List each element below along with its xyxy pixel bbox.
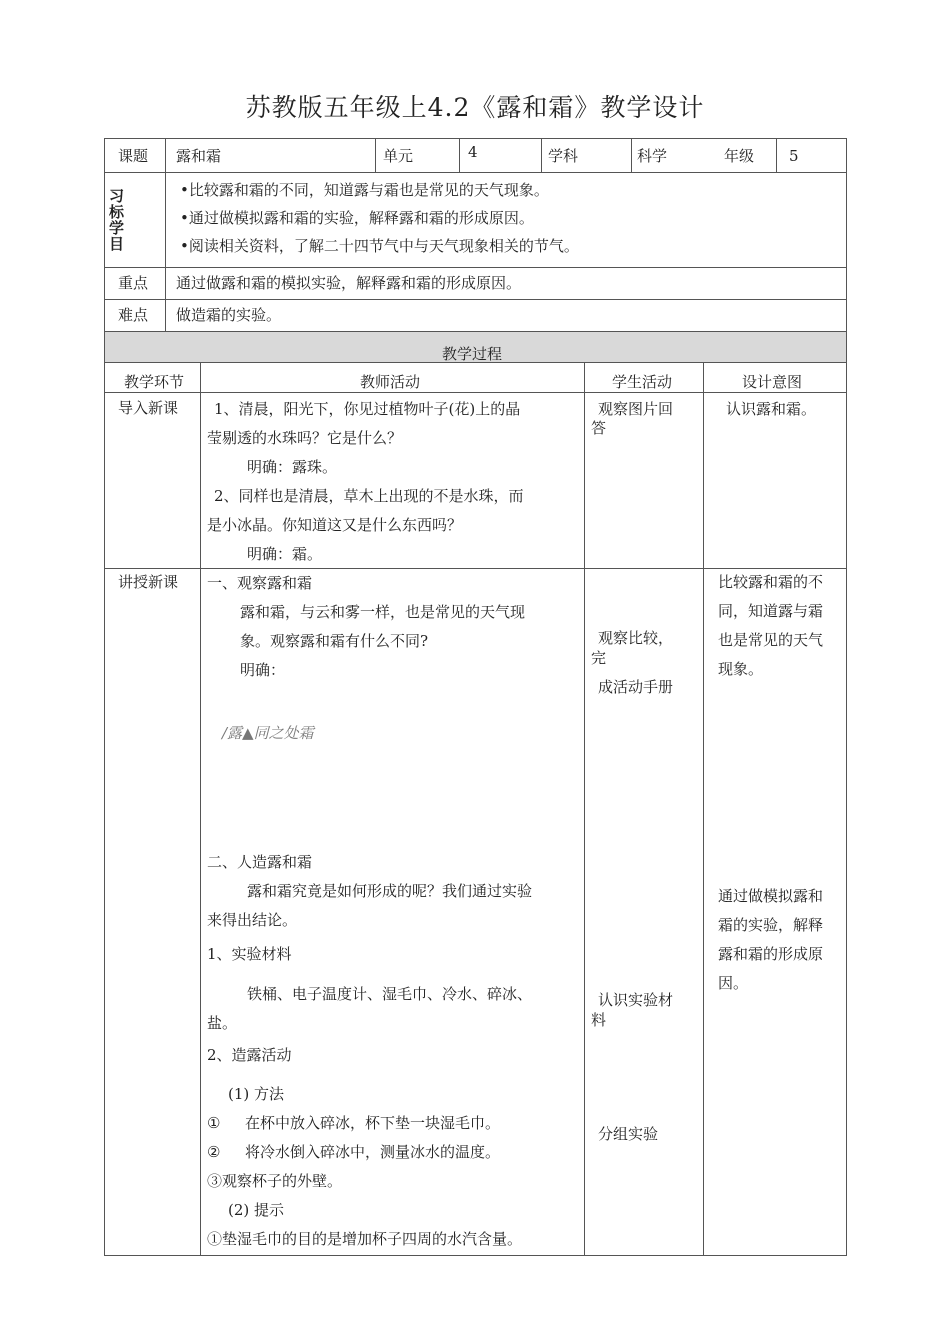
key-text: 通过做露和霜的模拟实验，解释露和霜的形成原因。 [176,274,522,292]
grade-label: 年级 [724,147,755,165]
student-line: 完 [591,649,607,667]
stage-new: 讲授新课 [118,573,179,591]
header-stage: 教学环节 [124,373,185,391]
goal-item: •通过做模拟露和霜的实验，解释露和霜的形成原因。 [180,209,534,227]
intent-line: 也是常见的天气 [718,631,824,649]
step-number: ① [207,1114,221,1132]
intent-line: 同，知道露与霜 [718,602,824,620]
unit-label: 单元 [383,147,414,165]
section-heading: 二、人造露和霜 [207,853,313,871]
page-title: 苏教版五年级上4.2《露和霜》教学设计 [245,93,705,122]
comparison-diagram: /露▲同之处霜 [222,724,314,742]
goals-label: 习标学目 [109,187,125,253]
student-line: 认识实验材 [598,991,674,1009]
intent-line: 因。 [718,974,749,992]
intent-line: 霜的实验，解释 [718,916,824,934]
teacher-line: 盐。 [207,1014,238,1032]
tip-text: ①垫湿毛巾的目的是增加杯子四周的水汽含量。 [207,1230,523,1248]
sub-heading: 1、实验材料 [207,945,292,963]
stage-intro: 导入新课 [118,399,179,417]
student-line: 观察比较， [598,629,674,647]
intent-line: 露和霜的形成原 [718,945,824,963]
teacher-line: 露和霜究竟是如何形成的呢？我们通过实验 [247,882,533,900]
intent-line: 认识露和霜。 [726,400,817,418]
subject-label: 学科 [548,147,579,165]
teacher-line: 象。观察露和霜有什么不同? [240,632,429,650]
teacher-line: 2、同样也是清晨，草木上出现的不是水珠，而 [214,487,524,505]
teacher-line: 明确：露珠。 [247,458,338,476]
intent-line: 现象。 [718,660,764,678]
intent-line: 通过做模拟露和 [718,887,824,905]
step-text: 在杯中放入碎冰，杯下垫一块湿毛巾。 [245,1114,501,1132]
sub-heading: (1) 方法 [228,1085,285,1103]
step-text: 将冷水倒入碎冰中，测量冰水的温度。 [245,1143,501,1161]
teacher-line: 是小冰晶。你知道这又是什么东西吗？ [207,516,463,534]
sub-heading: (2) 提示 [228,1201,285,1219]
intent-line: 比较露和霜的不 [718,573,824,591]
header-intent: 设计意图 [742,373,803,391]
teacher-line: 莹剔透的水珠吗？它是什么？ [207,429,403,447]
goal-item: •比较露和霜的不同，知道露与霜也是常见的天气现象。 [180,181,549,199]
teacher-line: 1、清晨，阳光下，你见过植物叶子(花)上的晶 [214,400,521,418]
step-number: ② [207,1143,221,1161]
process-label: 教学过程 [442,345,503,363]
teacher-line: 来得出结论。 [207,911,298,929]
teacher-line: 明确： [240,661,286,679]
student-line: 观察图片回 [598,400,674,418]
difficult-label: 难点 [118,306,149,324]
topic-value: 露和霜 [176,147,222,165]
student-line: 料 [591,1011,607,1029]
header-student: 学生活动 [612,373,673,391]
teacher-line: 明确：霜。 [247,545,323,563]
student-line: 分组实验 [598,1125,659,1143]
subject-value: 科学 [637,147,668,165]
key-label: 重点 [118,274,149,292]
student-line: 成活动手册 [598,678,674,696]
difficult-text: 做造霜的实验。 [176,306,282,324]
goal-item: •阅读相关资料，了解二十四节气中与天气现象相关的节气。 [180,237,579,255]
section-heading: 一、观察露和霜 [207,574,313,592]
teacher-line: 露和霜，与云和雾一样，也是常见的天气现 [240,603,526,621]
header-teacher: 教师活动 [360,373,421,391]
step-text: ③观察杯子的外壁。 [207,1172,343,1190]
grade-value: 5 [789,147,799,165]
topic-label: 课题 [118,147,149,165]
teacher-line: 铁桶、电子温度计、湿毛巾、冷水、碎冰、 [247,985,533,1003]
unit-value: 4 [468,143,478,161]
sub-heading: 2、造露活动 [207,1046,292,1064]
student-line: 答 [591,419,607,437]
